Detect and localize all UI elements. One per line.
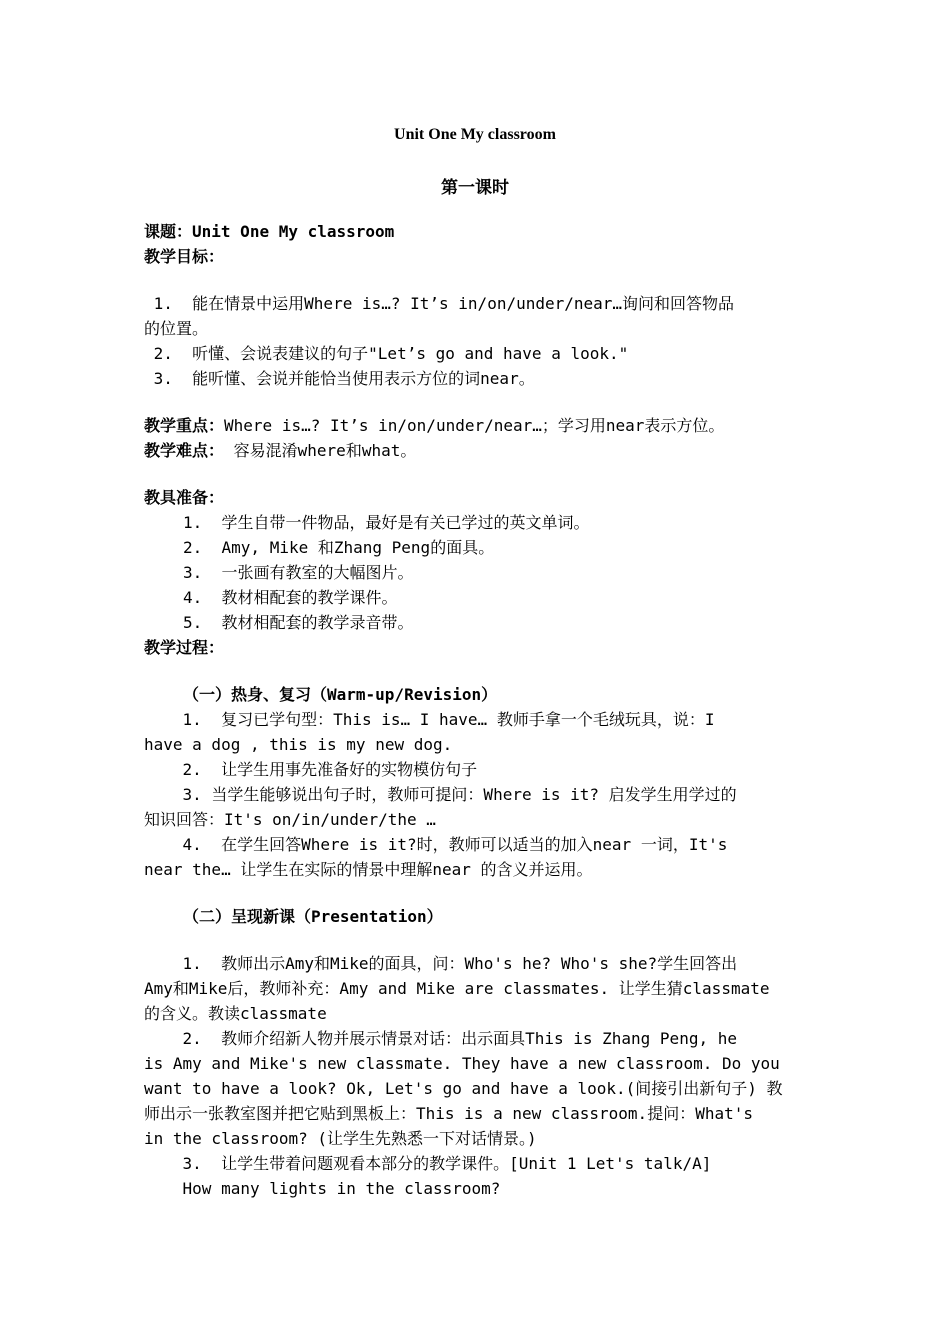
section-heading-presentation: （二）呈现新课（Presentation） (183, 907, 443, 926)
process-label: 教学过程： (144, 638, 225, 657)
process-line: 的含义。教读classmate (144, 1004, 327, 1023)
key-points-label: 教学重点： (144, 416, 225, 435)
process-line: 2. 让学生用事先准备好的实物模仿句子 (144, 760, 478, 779)
process-line: 4. 在学生回答Where is it?时，教师可以适当的加入near 一词，It's (144, 835, 728, 854)
materials-item: 5. 教材相配套的教学录音带。 (183, 613, 414, 632)
objectives-label: 教学目标： (144, 247, 225, 266)
topic-line (144, 219, 394, 244)
materials-item: 4. 教材相配套的教学课件。 (183, 588, 398, 607)
difficulties-line (144, 438, 416, 463)
process-line: in the classroom? (让学生先熟悉一下对话情景。) (144, 1129, 537, 1148)
process-line: 2. 教师介绍新人物并展示情景对话：出示面具This is Zhang Peng, he (144, 1029, 737, 1048)
process-line: 1. 复习已学句型：This is… I have… 教师手拿一个毛绒玩具，说：I (144, 710, 715, 729)
materials-item: 3. 一张画有教室的大幅图片。 (183, 563, 414, 582)
difficulties-label: 教学难点： (144, 441, 225, 460)
topic-label: 课题： (144, 222, 193, 241)
section-heading-warmup: （一）热身、复习（Warm-up/Revision） (183, 685, 498, 704)
topic-value: Unit One My classroom (192, 222, 395, 241)
lesson-heading: 第一课时 (441, 178, 509, 198)
process-line: near the… 让学生在实际的情景中理解near 的含义并运用。 (144, 860, 593, 879)
materials-item: 2. Amy, Mike 和Zhang Peng的面具。 (183, 538, 495, 557)
difficulties-value: 容易混淆where和what。 (224, 441, 417, 460)
document-title: Unit One My classroom (394, 126, 556, 143)
objective-line: 3. 能听懂、会说并能恰当使用表示方位的词near。 (144, 369, 535, 388)
process-line: How many lights in the classroom? (144, 1179, 501, 1198)
process-line: 师出示一张教室图并把它贴到黑板上：This is a new classroom.提问：What's (144, 1104, 753, 1123)
objective-line: 的位置。 (144, 319, 209, 338)
process-line: want to have a look? Ok, Let's go and have a look.(间接引出新句子) 教 (144, 1079, 783, 1098)
materials-label: 教具准备： (144, 488, 225, 507)
objective-line: 1. 能在情景中运用Where is…? It’s in/on/under/near…询问和回答物品 (144, 294, 735, 313)
key-points-value: Where is…? It’s in/on/under/near…；学习用near表示方位。 (224, 416, 725, 435)
key-points-line (144, 413, 724, 438)
materials-item: 1. 学生自带一件物品，最好是有关已学过的英文单词。 (183, 513, 590, 532)
process-line: Amy和Mike后，教师补充：Amy and Mike are classmates. 让学生猜classmate (144, 979, 770, 998)
process-line: 3. 让学生带着问题观看本部分的教学课件。[Unit 1 Let's talk/A] (144, 1154, 712, 1173)
process-line: is Amy and Mike's new classmate. They have a new classroom. Do you (144, 1054, 780, 1073)
process-line: have a dog , this is my new dog. (144, 735, 453, 754)
objective-line: 2. 听懂、会说表建议的句子"Let’s go and have a look." (144, 344, 629, 363)
process-line: 1. 教师出示Amy和Mike的面具，问：Who's he? Who's she?学生回答出 (144, 954, 738, 973)
process-line: 3. 当学生能够说出句子时，教师可提问：Where is it? 启发学生用学过的 (144, 785, 737, 804)
process-line: 知识回答：It's on/in/under/the … (144, 810, 436, 829)
